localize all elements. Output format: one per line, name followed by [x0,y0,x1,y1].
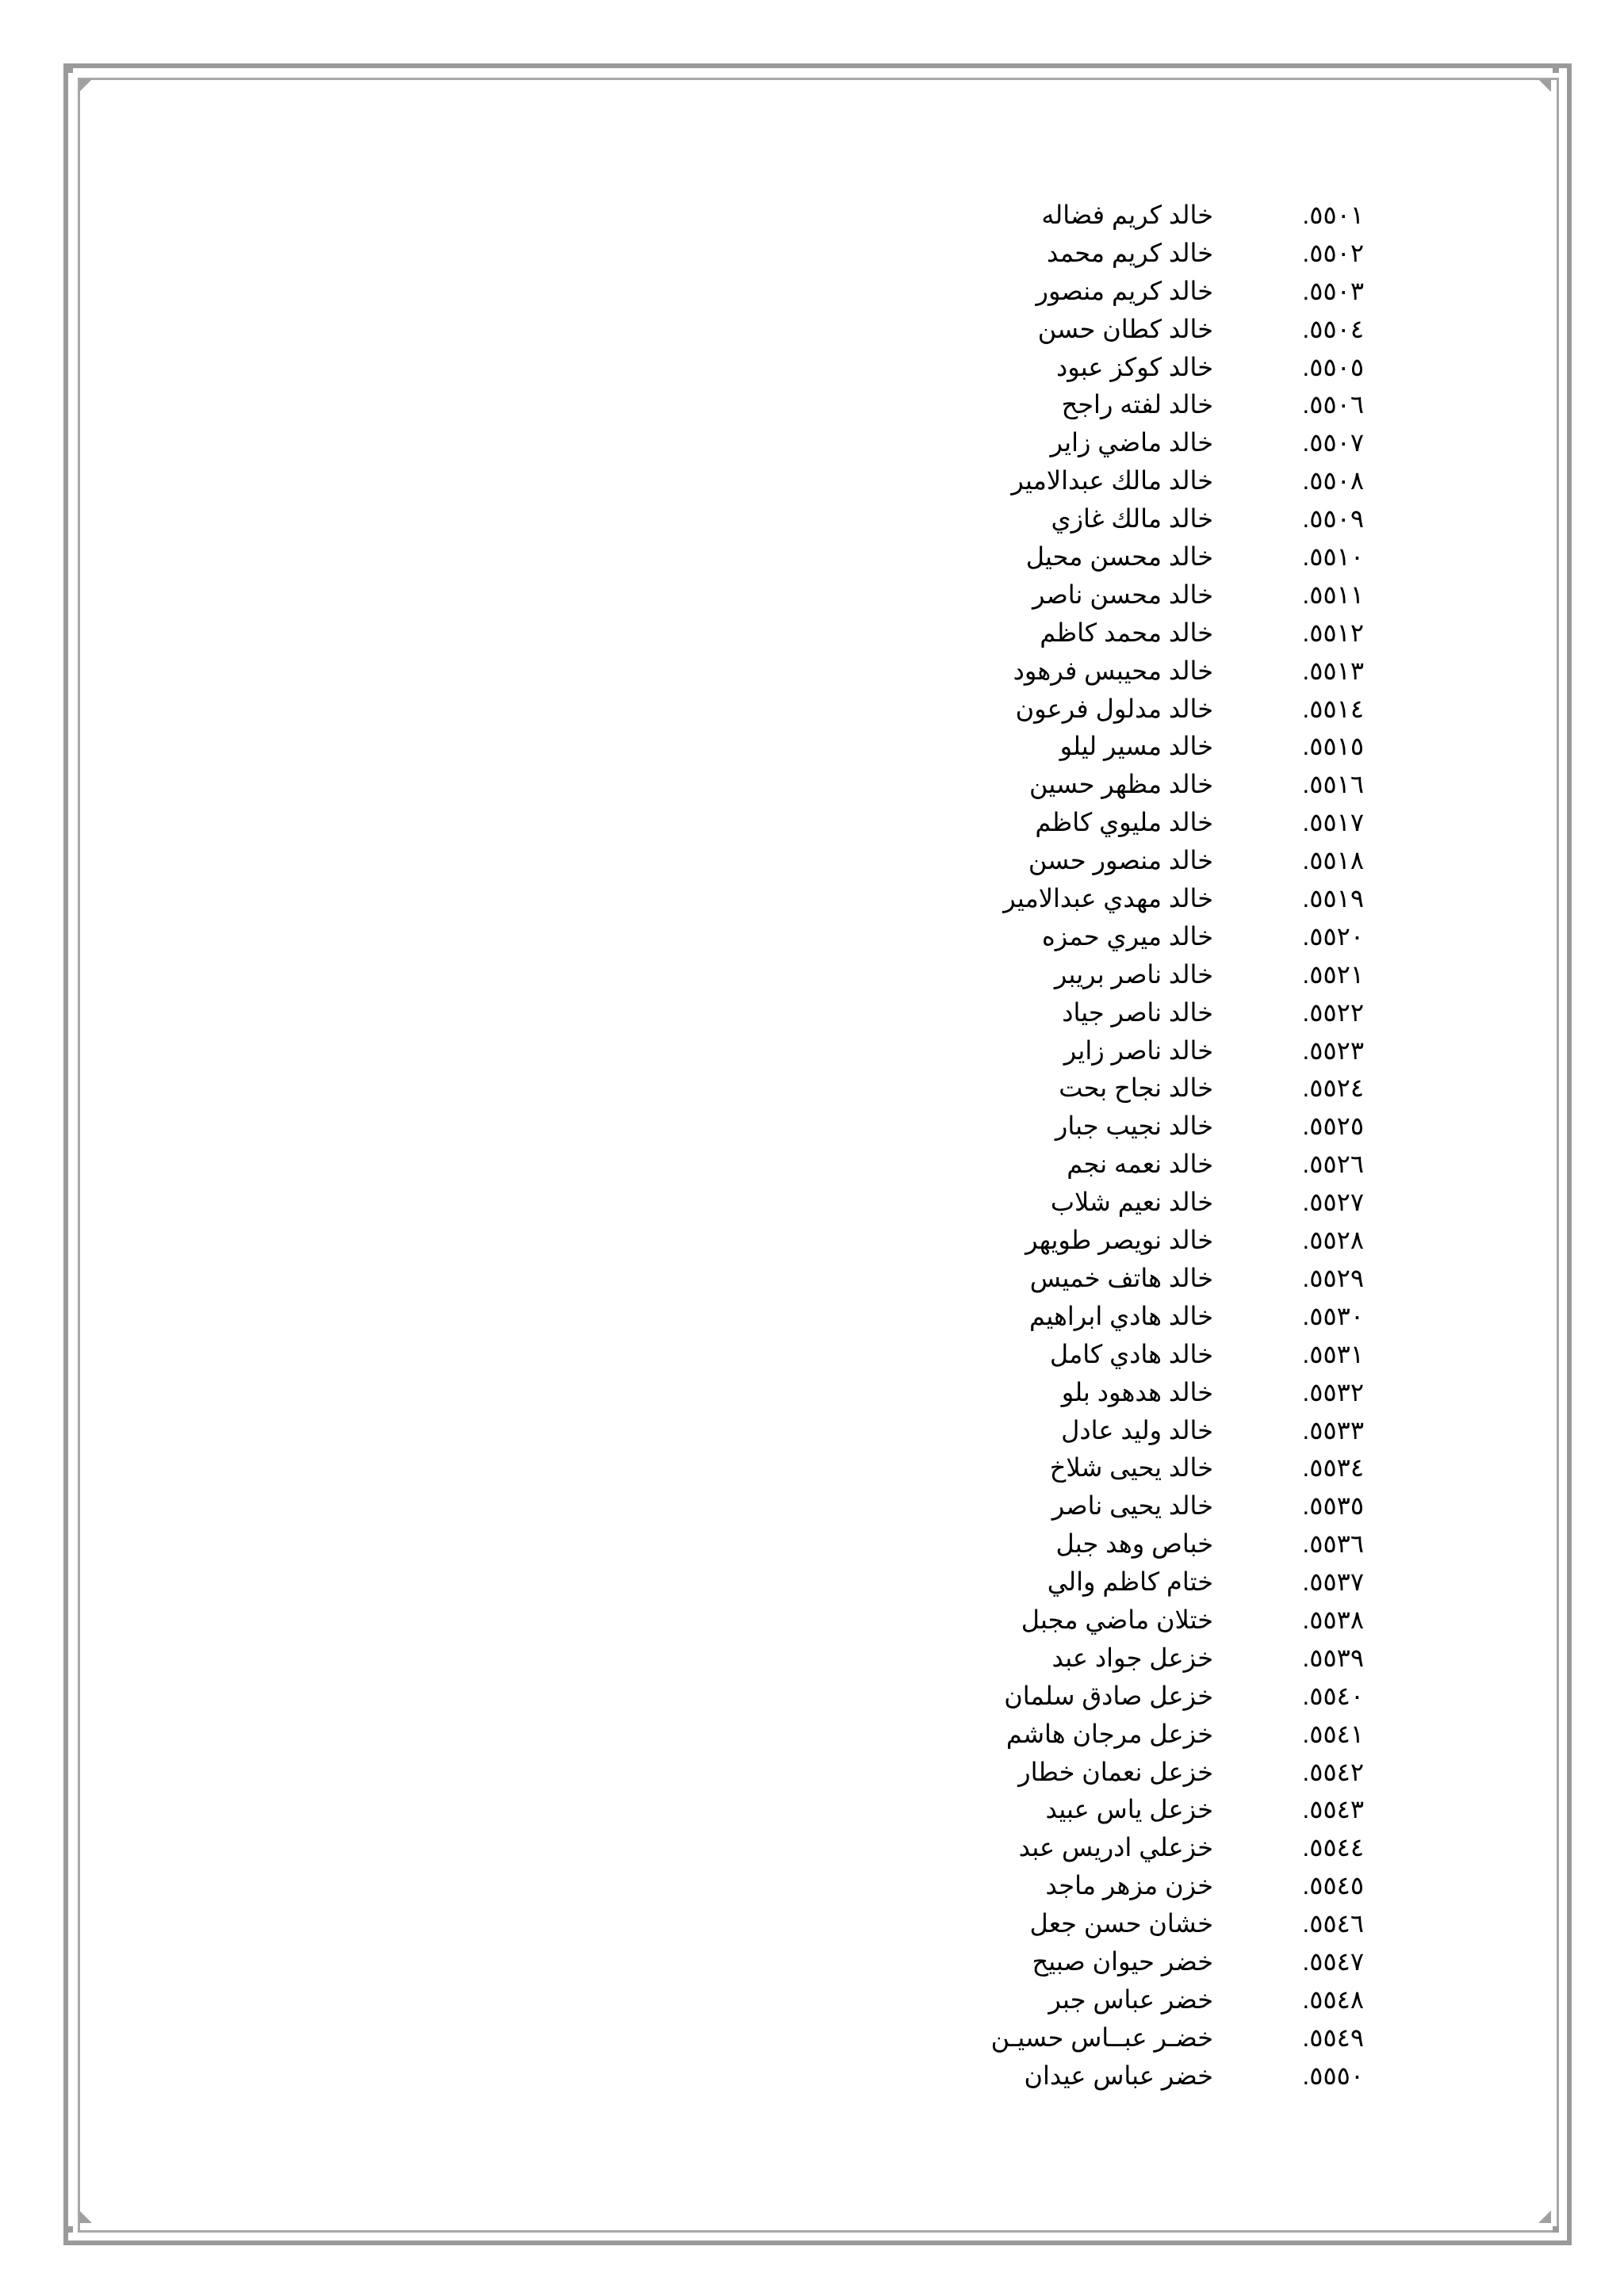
list-item-number: ٥٥٤١. [1302,1719,1364,1748]
list-item-name: خزعل جواد عبد [1051,1643,1213,1672]
list-item [952,652,1364,691]
list-item-number: ٥٥١٣. [1302,656,1364,685]
list-item-number: ٥٥٠١. [1302,201,1364,229]
list-item-number: ٥٥٢١. [1302,959,1364,989]
list-item-name: خالد يحيى ناصر [1051,1491,1213,1521]
list-item [952,994,1364,1032]
list-item [952,1222,1364,1260]
list-item [952,804,1364,842]
list-item-name: خالد هادي كامل [1049,1339,1213,1368]
list-item-name: خالد محيبس فرهود [1013,656,1213,685]
list-item-name: خزعلي ادريس عبد [1018,1833,1213,1862]
list-item-name: ختام كاظم والي [1047,1567,1213,1597]
list-item [952,766,1364,804]
border-dot-top-right [1553,67,1559,73]
corner-ornament-top-left [79,79,92,92]
list-item-name: خالد كريم محمد [1046,238,1213,267]
list-item [952,2019,1364,2057]
list-item-name: خالد مهدي عبدالامير [1003,884,1213,913]
list-item-number: ٥٥٢٤. [1302,1073,1364,1103]
list-item-name: خالد مليوي كاظم [1035,808,1213,837]
list-item-number: ٥٥٣٥. [1302,1491,1364,1521]
list-item-name: خالد ماضي زاير [1050,428,1213,457]
list-item-name: خالد مالك غازي [1051,504,1213,534]
list-item [952,1412,1364,1450]
list-item-name: خزعل نعمان خطار [1018,1757,1213,1786]
list-item [952,311,1364,349]
list-item [952,500,1364,538]
list-item-name: خالد مدلول فرعون [1015,694,1213,723]
list-item-number: ٥٥٤٧. [1302,1946,1364,1976]
list-item-name: خالد وليد عادل [1061,1415,1213,1445]
list-item-name: خالد هاتف خميس [1029,1263,1213,1292]
list-item-number: ٥٥٣٣. [1302,1415,1364,1445]
list-item-name: خالد ناصر جياد [1062,997,1213,1027]
list-item-name: خضر عباس عيدان [1024,2061,1213,2090]
list-item-name: خالد مالك عبدالامير [1011,466,1213,496]
list-item-number: ٥٥١٦. [1302,770,1364,799]
list-item-name: خالد كريم منصور [1036,276,1213,305]
list-item-number: ٥٥٤٠. [1302,1681,1364,1710]
list-item [952,1487,1364,1525]
list-item-number: ٥٥٣٠. [1302,1301,1364,1330]
list-item-number: ٥٥١٨. [1302,846,1364,875]
list-item-name: خزن مزهر ماجد [1045,1871,1213,1900]
names-list [952,197,1364,2095]
list-item-number: ٥٥٠٩. [1302,504,1364,534]
list-item-name: خالد ناصر زاير [1063,1035,1213,1065]
list-item-number: ٥٥١٢. [1302,618,1364,647]
list-item [952,1070,1364,1108]
list-item [952,1601,1364,1640]
list-item-number: ٥٥١٥. [1302,732,1364,761]
list-item-name: خالد ميري حمزه [1041,921,1213,951]
list-item [952,842,1364,880]
border-dot-top-left [67,67,73,73]
list-item [952,1563,1364,1601]
list-item-name: خالد كوكز عبود [1055,352,1213,381]
list-item-name: خالد محمد كاظم [1040,618,1213,647]
list-item-number: ٥٥٤٣. [1302,1795,1364,1824]
list-item-number: ٥٥٠٤. [1302,314,1364,343]
list-item-name: خالد منصور حسن [1028,846,1213,875]
list-item-number: ٥٥٤٥. [1302,1871,1364,1900]
list-item [952,462,1364,500]
list-item-number: ٥٥٠٦. [1302,390,1364,419]
list-item [952,880,1364,918]
list-item-number: ٥٥٢٨. [1302,1226,1364,1255]
list-item-number: ٥٥٠٢. [1302,238,1364,267]
list-item [952,1108,1364,1146]
corner-ornament-bottom-left [79,2210,92,2223]
list-item-name: خالد نعمه نجم [1067,1150,1213,1179]
list-item-number: ٥٥٣٦. [1302,1529,1364,1559]
list-item-number: ٥٥٢٦. [1302,1150,1364,1179]
list-item-name: خباص وهد جبل [1055,1529,1213,1559]
list-item [952,1260,1364,1298]
list-item-number: ٥٥٣٩. [1302,1643,1364,1672]
list-item-name: خالد محسن محيل [1025,542,1213,572]
list-item-number: ٥٥٢٣. [1302,1035,1364,1065]
list-item-name: خالد كريم فضاله [1041,201,1213,229]
list-item [952,1640,1364,1678]
list-item-number: ٥٥١٧. [1302,808,1364,837]
list-item-name: خزعل ياس عبيد [1045,1795,1213,1824]
border-dot-bottom-left [67,2226,73,2233]
list-item-number: ٥٥٠٨. [1302,466,1364,496]
list-item [952,614,1364,652]
list-item-number: ٥٥٤٢. [1302,1757,1364,1786]
list-item-name: خالد مظهر حسين [1029,770,1213,799]
list-item-number: ٥٥١٠. [1302,542,1364,572]
list-item-name: خالد هدهود بلو [1061,1377,1213,1406]
list-item-number: ٥٥٠٧. [1302,428,1364,457]
list-item [952,1298,1364,1336]
list-item-number: ٥٥٠٣. [1302,276,1364,305]
list-item [952,576,1364,614]
list-item-name: خالد يحيى شلاخ [1049,1453,1213,1483]
list-item [952,691,1364,729]
list-item-name: ختلان ماضي مجبل [1021,1605,1213,1634]
list-item [952,1981,1364,2019]
list-item-number: ٥٥٥٠. [1302,2061,1364,2090]
list-item-name: خالد نعيم شلاب [1050,1188,1213,1217]
list-item [952,2057,1364,2095]
list-item [952,1791,1364,1829]
list-item-number: ٥٥٢٩. [1302,1263,1364,1292]
list-item [952,386,1364,424]
list-item-number: ٥٥٤٨. [1302,1984,1364,2014]
list-item [952,1943,1364,1981]
list-item [952,1032,1364,1070]
list-item-name: خضـر عبــاس حسيـن [990,2022,1213,2052]
list-item-number: ٥٥٢٠. [1302,921,1364,951]
list-item [952,349,1364,387]
list-item-name: خضر حيوان صبيح [1032,1946,1213,1976]
list-item [952,1829,1364,1867]
list-item-name: خالد محسن ناصر [1032,580,1213,609]
list-item-number: ٥٥١٩. [1302,884,1364,913]
list-item-name: خزعل مرجان هاشم [1005,1719,1213,1748]
list-item [952,1449,1364,1487]
list-item-name: خالد لفته راجح [1061,390,1213,419]
list-item-number: ٥٥٢٢. [1302,997,1364,1027]
list-item-name: خالد مسير ليلو [1059,732,1213,761]
list-item-number: ٥٥٤٤. [1302,1833,1364,1862]
list-item-name: خالد كطان حسن [1037,314,1213,343]
list-item-name: خالد ناصر بريبر [1054,959,1213,989]
list-item [952,235,1364,273]
list-item [952,1374,1364,1412]
list-item [952,918,1364,956]
list-item-number: ٥٥٤٦. [1302,1909,1364,1938]
list-item [952,1716,1364,1754]
list-item [952,1525,1364,1563]
list-item [952,1867,1364,1905]
list-item-number: ٥٥٤٩. [1302,2022,1364,2052]
border-dot-bottom-right [1553,2226,1559,2233]
list-item [952,1184,1364,1222]
list-item-number: ٥٥٢٧. [1302,1188,1364,1217]
list-item-name: خالد نجاح بحت [1059,1073,1213,1103]
list-item-name: خزعل صادق سلمان [1004,1681,1213,1710]
list-item-name: خالد نويصر طويهر [1025,1226,1213,1255]
list-item-number: ٥٥٢٥. [1302,1112,1364,1141]
list-item [952,956,1364,994]
list-item-number: ٥٥١٤. [1302,694,1364,723]
list-item [952,424,1364,462]
list-item-name: خشان حسن جعل [1029,1909,1213,1938]
list-item-number: ٥٥٣١. [1302,1339,1364,1368]
list-item-number: ٥٥٣٢. [1302,1377,1364,1406]
corner-ornament-bottom-right [1538,2210,1551,2223]
list-item-number: ٥٥٣٨. [1302,1605,1364,1634]
list-item [952,1336,1364,1374]
list-item [952,1905,1364,1943]
list-item-name: خالد هادي ابراهيم [1029,1301,1213,1330]
list-item [952,197,1364,235]
list-item-name: خالد نجيب جبار [1055,1112,1213,1141]
list-item-number: ٥٥٣٧. [1302,1567,1364,1597]
list-item [952,728,1364,766]
list-item-number: ٥٥٣٤. [1302,1453,1364,1483]
list-item-number: ٥٥٠٥. [1302,352,1364,381]
list-item [952,273,1364,311]
corner-ornament-top-right [1538,79,1551,92]
list-item [952,538,1364,576]
list-item-number: ٥٥١١. [1302,580,1364,609]
list-item [952,1146,1364,1184]
list-item-name: خضر عباس جبر [1048,1984,1213,2014]
list-item [952,1754,1364,1792]
list-item [952,1678,1364,1716]
